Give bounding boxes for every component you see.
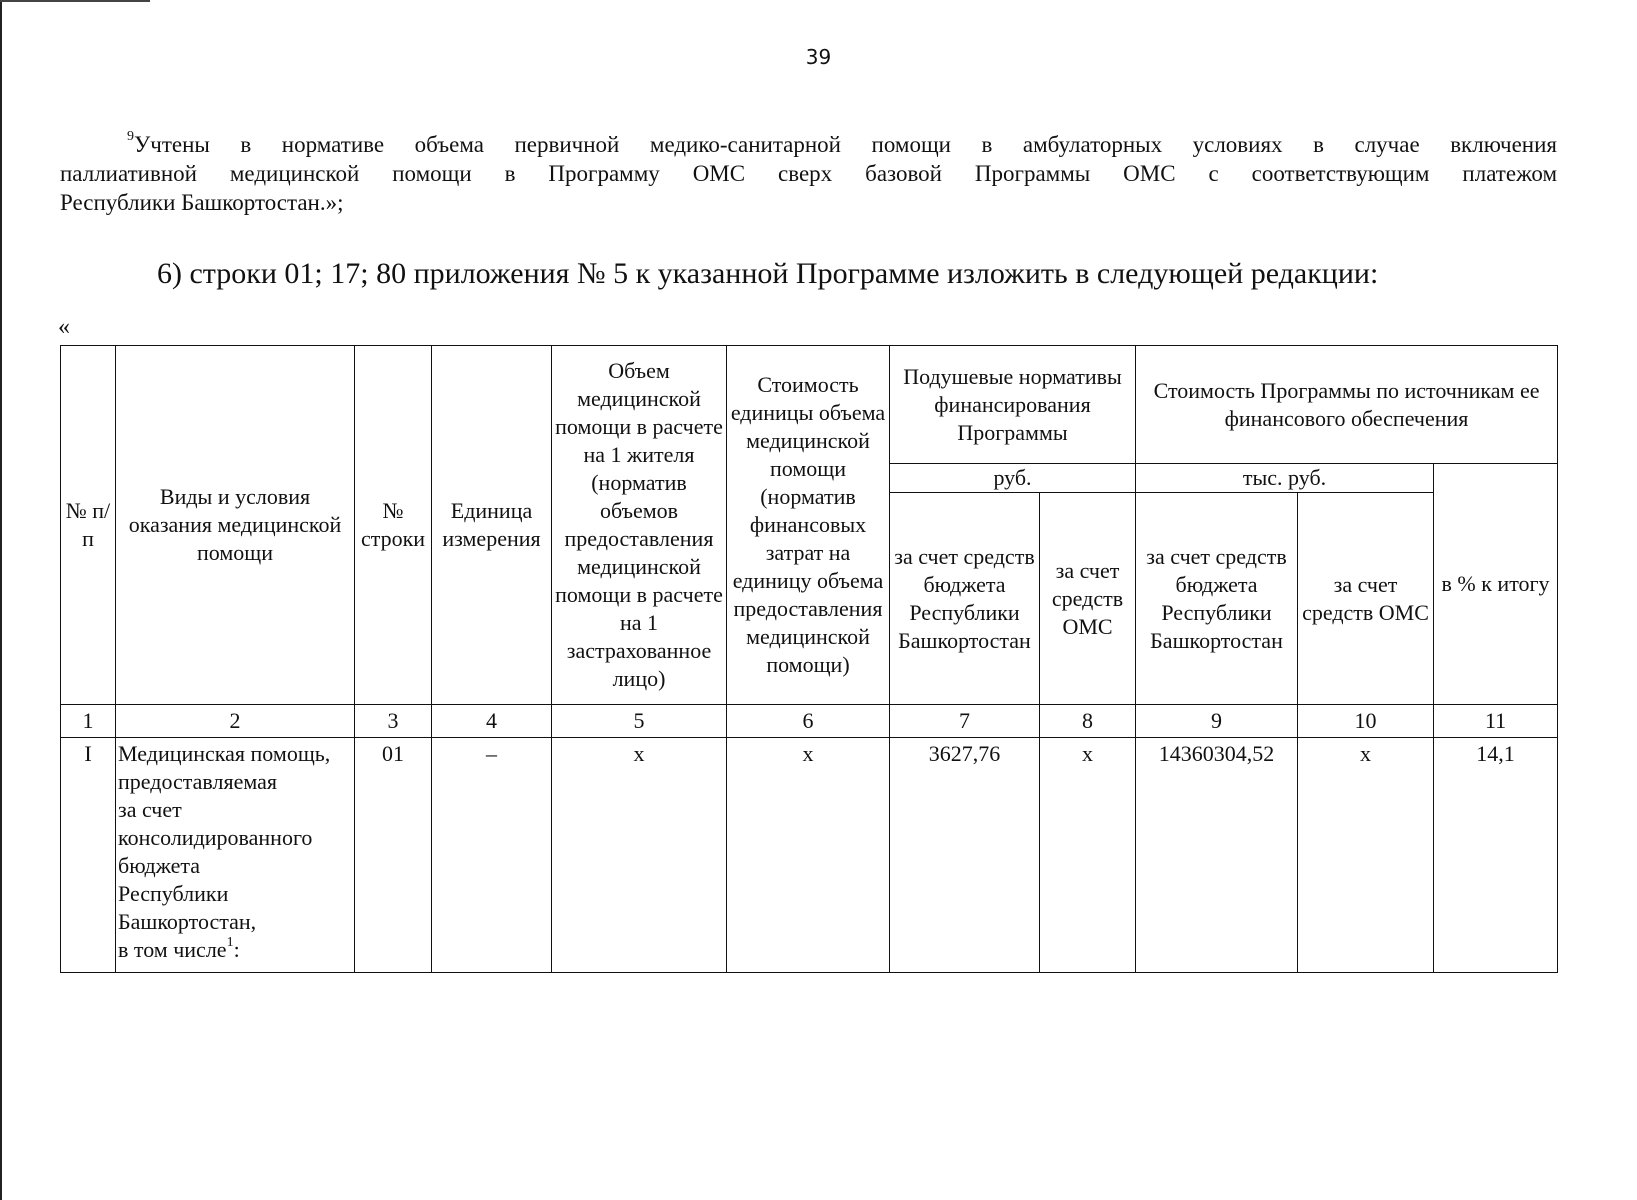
header-unit: Единица измерения — [432, 346, 552, 705]
header-no: № п/п — [61, 346, 116, 705]
header-volume: Объем медицинской помощи в расчете на 1 жителя (норматив объемов предоставления медицинской помощи в расчете на 1 застрахованное лицо) — [552, 346, 727, 705]
header-budget-rb-2: за счет средств бюджета Республики Башкортостан — [1136, 493, 1298, 705]
table-row — [61, 738, 1558, 973]
header-types: Виды и условия оказания медицинской помощи — [116, 346, 355, 705]
footnote-line-2: паллиативной медицинской помощи в Программу ОМС сверх базовой Программы ОМС с соответствующим платежом — [60, 161, 1557, 186]
header-budget-rb: за счет средств бюджета Республики Башкортостан — [890, 493, 1040, 705]
header-cost: Стоимость единицы объема медицинской помощи (норматив финансовых затрат на единицу объема предоставления медицинской помощи) — [727, 346, 890, 705]
column-number: 1 — [61, 705, 116, 738]
footnote-line-1: $^9$Учтены в нормативе объема первичной медико-санитарной помощи в амбулаторных условиях в случае включения — [127, 129, 1557, 157]
header-oms-2: за счет средств ОМС — [1298, 493, 1434, 705]
row-footnote-marker: 1 — [226, 935, 234, 950]
row-unit: – — [432, 738, 552, 973]
header-program-cost: Стоимость Программы по источникам ее финансового обеспечения — [1136, 346, 1558, 464]
header-oms: за счет средств ОМС — [1040, 493, 1136, 705]
row-percent: 14,1 — [1434, 738, 1558, 973]
column-number: 10 — [1298, 705, 1434, 738]
column-number: 5 — [552, 705, 727, 738]
row-description-line: Башкортостан, — [118, 909, 257, 934]
row-cost-budget: 14360304,52 — [1136, 738, 1298, 973]
column-number: 7 — [890, 705, 1040, 738]
row-description-line: Медицинская помощь, — [118, 741, 331, 766]
program-table — [60, 345, 1558, 973]
column-number: 6 — [727, 705, 890, 738]
header-thousand-rub: тыс. руб. — [1136, 464, 1434, 493]
row-line-no: 01 — [355, 738, 432, 973]
footnote-line-3: Республики Башкортостан.»; — [60, 190, 344, 215]
scan-edge-top — [0, 0, 150, 2]
footnote — [60, 130, 1557, 217]
header-percent: в % к итогу — [1434, 464, 1558, 705]
header-per-capita: Подушевые нормативы финансирования Программы — [890, 346, 1136, 464]
row-description-line: Республики — [118, 881, 229, 906]
row-no: I — [61, 738, 116, 973]
column-number-row — [61, 705, 1558, 738]
amendment-text: 6) строки 01; 17; 80 приложения № 5 к указанной Программе изложить в следующей редакции: — [157, 257, 1379, 290]
opening-quote: « — [58, 314, 70, 340]
header-rub: руб. — [890, 464, 1136, 493]
header-line-no: № строки — [355, 346, 432, 705]
column-number: 3 — [355, 705, 432, 738]
column-number: 2 — [116, 705, 355, 738]
header-row-1 — [61, 346, 1558, 464]
column-number: 8 — [1040, 705, 1136, 738]
row-description-line: предоставляемая — [118, 769, 278, 794]
row-description-line: консолидированного — [118, 825, 313, 850]
row-per-capita-budget: 3627,76 — [890, 738, 1040, 973]
page-number: 39 — [805, 45, 832, 69]
row-description — [116, 738, 355, 973]
column-number: 4 — [432, 705, 552, 738]
scan-edge-left — [0, 0, 2, 1200]
row-description-line: за счет — [118, 797, 182, 822]
column-number: 9 — [1136, 705, 1298, 738]
row-description-line: в том числе$^1$: — [118, 935, 240, 962]
column-number: 11 — [1434, 705, 1558, 738]
row-cost: x — [727, 738, 890, 973]
footnote-marker: 9 — [127, 129, 134, 144]
row-cost-oms: x — [1298, 738, 1434, 973]
row-description-line: бюджета — [118, 853, 201, 878]
row-volume: x — [552, 738, 727, 973]
row-per-capita-oms: x — [1040, 738, 1136, 973]
